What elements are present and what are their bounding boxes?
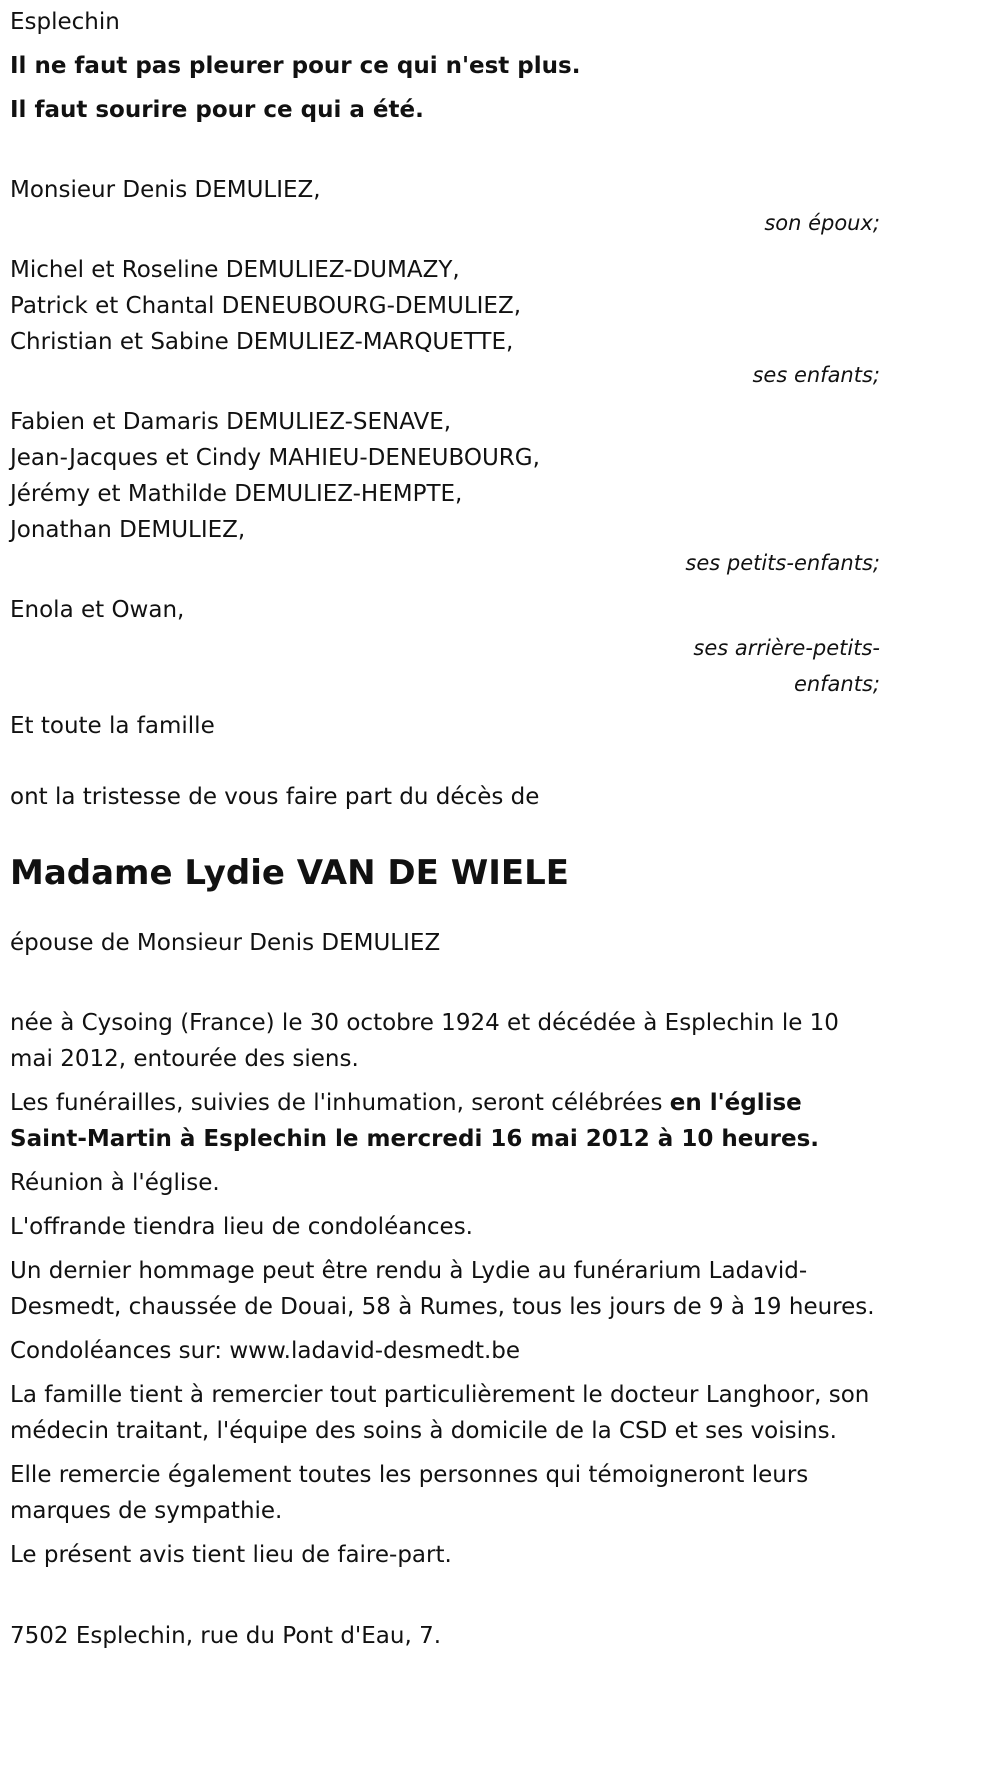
funeral-paragraph [10, 1085, 880, 1157]
relation-label: ses petits-enfants; [685, 551, 880, 575]
family-group-spouse [10, 172, 880, 244]
family-group-children [10, 252, 880, 396]
deceased-name: Madame Lydie VAN DE WIELE [10, 853, 569, 893]
family-member: Fabien et Damaris DEMULIEZ-SENAVE, [10, 409, 452, 435]
family-member: Jérémy et Mathilde DEMULIEZ-HEMPTE, [10, 481, 463, 507]
family-member: Jonathan DEMULIEZ, [10, 517, 246, 543]
notice-paragraph: Le présent avis tient lieu de faire-part. [10, 1542, 452, 1568]
family-member: Jean-Jacques et Cindy MAHIEU-DENEUBOURG, [10, 445, 540, 471]
family-member: Christian et Sabine DEMULIEZ-MARQUETTE, [10, 329, 514, 355]
family-group-grandchildren [10, 404, 880, 584]
whole-family-line: Et toute la famille [10, 713, 215, 739]
family-group-great-grandchildren [10, 592, 880, 702]
family-member: Enola et Owan, [10, 597, 185, 623]
funeral-intro: Les funérailles, suivies de l'inhumation, seront célébrées [10, 1090, 670, 1116]
place-name: Esplechin [10, 9, 120, 35]
tribute-paragraph: Un dernier hommage peut être rendu à Lydie au funérarium Ladavid-Desmedt, chaussée de Douai, 58 à Rumes, tous les jours de 9 à 19 heures. [10, 1258, 875, 1320]
obituary-content [10, 0, 880, 1654]
thanks-sympathy-paragraph: Elle remercie également toutes les personnes qui témoigneront leurs marques de sympathie. [10, 1462, 809, 1524]
family-member: Michel et Roseline DEMULIEZ-DUMAZY, [10, 257, 460, 283]
thanks-paragraph: La famille tient à remercier tout particulièrement le docteur Langhoor, son médecin traitant, l'équipe des soins à domicile de la CSD et ses voisins. [10, 1382, 870, 1444]
family-list [10, 172, 880, 744]
announcement-line: ont la tristesse de vous faire part du décès de [10, 784, 540, 810]
address-line: 7502 Esplechin, rue du Pont d'Eau, 7. [10, 1623, 442, 1649]
quote-line-1: Il ne faut pas pleurer pour ce qui n'est plus. [10, 53, 581, 79]
condolences-paragraph: Condoléances sur: www.ladavid-desmedt.be [10, 1338, 521, 1364]
relation-label: son époux; [764, 211, 880, 235]
offering-paragraph: L'offrande tiendra lieu de condoléances. [10, 1214, 473, 1240]
quote-line-2: Il faut sourire pour ce qui a été. [10, 97, 424, 123]
relation-label: ses arrière-petits-enfants; [693, 636, 880, 696]
meeting-paragraph: Réunion à l'église. [10, 1170, 220, 1196]
birth-death-paragraph: née à Cysoing (France) le 30 octobre 1924 et décédée à Esplechin le 10 mai 2012, entourée des siens. [10, 1010, 839, 1072]
family-member: Patrick et Chantal DENEUBOURG-DEMULIEZ, [10, 293, 522, 319]
spouse-line: épouse de Monsieur Denis DEMULIEZ [10, 930, 441, 956]
relation-label: ses enfants; [752, 363, 880, 387]
funeral-details: en l'église Saint-Martin à Esplechin le mercredi 16 mai 2012 à 10 heures. [10, 1090, 820, 1152]
family-member: Monsieur Denis DEMULIEZ, [10, 177, 321, 203]
